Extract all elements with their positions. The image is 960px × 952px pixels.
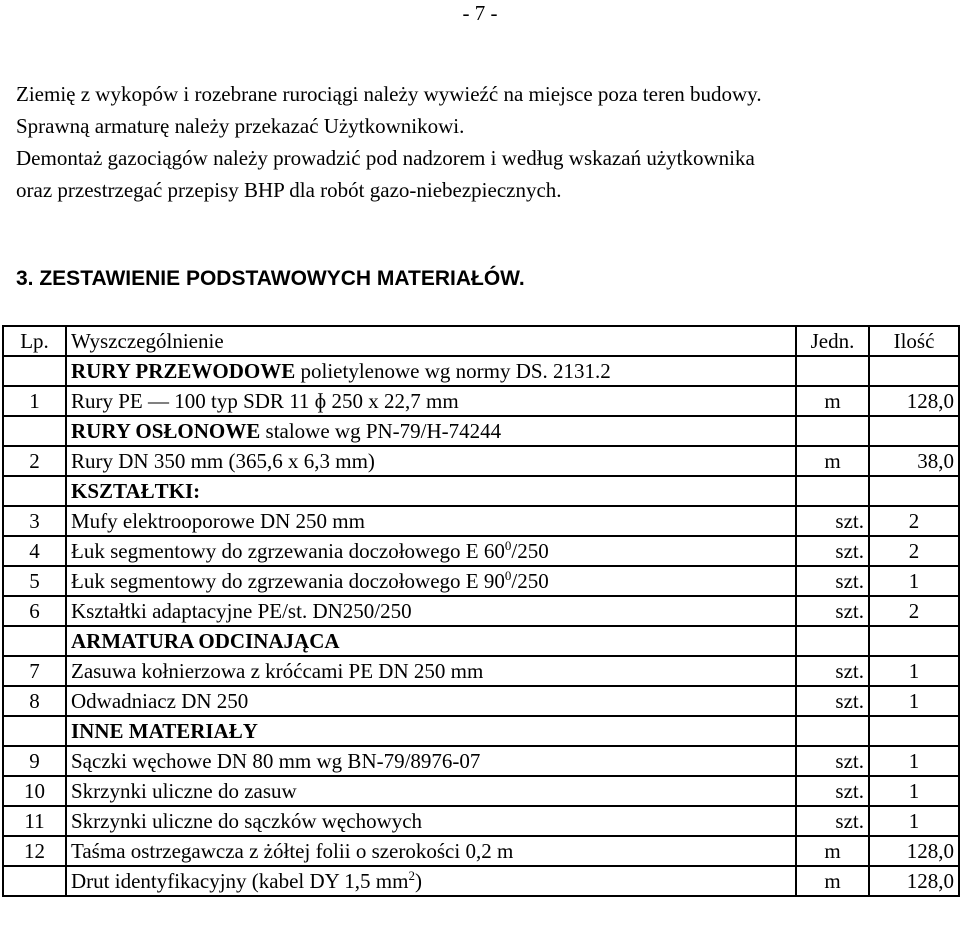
table-row [3, 566, 959, 596]
row-description: Zasuwa kołnierzowa z króćcami PE DN 250 mm [66, 656, 796, 686]
row-number: 1 [3, 386, 66, 416]
table-row [3, 596, 959, 626]
intro-paragraph [16, 78, 762, 206]
group-header-row [3, 716, 959, 746]
table-row [3, 866, 959, 896]
group-title-bold: RURY OSŁONOWE [71, 419, 261, 443]
group-title [66, 476, 796, 506]
group-title [66, 626, 796, 656]
table-row [3, 536, 959, 566]
row-description-superscript: 2 [408, 868, 415, 883]
row-description-tail: ) [414, 869, 422, 893]
group-title-rest: stalowe wg PN-79/H-74244 [260, 419, 502, 443]
row-description [66, 866, 796, 896]
row-unit: m [796, 866, 869, 896]
row-quantity: 128,0 [869, 866, 959, 896]
row-quantity: 1 [869, 656, 959, 686]
row-description: Rury DN 350 mm (365,6 x 6,3 mm) [66, 446, 796, 476]
row-description-superscript: 0 [504, 538, 512, 553]
header-unit: Jedn. [796, 326, 869, 356]
row-unit: m [796, 446, 869, 476]
row-description: Kształtki adaptacyjne PE/st. DN250/250 [66, 596, 796, 626]
row-unit: m [796, 386, 869, 416]
intro-line: Ziemię z wykopów i rozebrane rurociągi należy wywieźć na miejsce poza teren budowy. [16, 82, 762, 106]
row-number: 12 [3, 836, 66, 866]
row-quantity: 1 [869, 806, 959, 836]
row-description-main: Drut identyfikacyjny (kabel DY 1,5 mm [71, 869, 409, 893]
row-quantity [869, 416, 959, 446]
group-header-row [3, 356, 959, 386]
group-title [66, 716, 796, 746]
row-description: Mufy elektrooporowe DN 250 mm [66, 506, 796, 536]
page-number: - 7 - [462, 1, 498, 25]
intro-line: Sprawną armaturę należy przekazać Użytkownikowi. [16, 114, 465, 138]
row-number: 10 [3, 776, 66, 806]
intro-line: Demontaż gazociągów należy prowadzić pod nadzorem i według wskazań użytkownika [16, 146, 755, 170]
row-number [3, 716, 66, 746]
row-description-superscript: 0 [504, 568, 512, 583]
intro-line: oraz przestrzegać przepisy BHP dla robót gazo-niebezpiecznych. [16, 178, 562, 202]
row-quantity: 2 [869, 506, 959, 536]
row-unit [796, 476, 869, 506]
row-quantity: 2 [869, 596, 959, 626]
group-title-bold: RURY PRZEWODOWE [71, 359, 296, 383]
header-lp: Lp. [3, 326, 66, 356]
row-number [3, 866, 66, 896]
header-quantity: Ilość [869, 326, 959, 356]
row-unit: szt. [796, 806, 869, 836]
row-description: Sączki węchowe DN 80 mm wg BN-79/8976-07 [66, 746, 796, 776]
group-title [66, 356, 796, 386]
table-row [3, 446, 959, 476]
materials-table [2, 325, 960, 897]
row-number [3, 476, 66, 506]
header-description: Wyszczególnienie [66, 326, 796, 356]
row-number [3, 626, 66, 656]
row-quantity: 38,0 [869, 446, 959, 476]
row-description: Rury PE — 100 typ SDR 11 ɸ 250 x 22,7 mm [66, 386, 796, 416]
row-unit: szt. [796, 686, 869, 716]
row-number: 4 [3, 536, 66, 566]
row-description: Odwadniacz DN 250 [66, 686, 796, 716]
row-number: 2 [3, 446, 66, 476]
row-unit: szt. [796, 656, 869, 686]
row-description-main: Łuk segmentowy do zgrzewania doczołowego E 90 [71, 569, 505, 593]
row-number: 3 [3, 506, 66, 536]
row-unit: szt. [796, 596, 869, 626]
materials-table-body [3, 326, 959, 896]
row-description: Taśma ostrzegawcza z żółtej folii o szerokości 0,2 m [66, 836, 796, 866]
row-unit: szt. [796, 536, 869, 566]
row-unit: m [796, 836, 869, 866]
table-row [3, 506, 959, 536]
row-quantity: 1 [869, 776, 959, 806]
row-quantity [869, 716, 959, 746]
group-title-rest: polietylenowe wg normy DS. 2131.2 [295, 359, 611, 383]
row-number: 5 [3, 566, 66, 596]
row-quantity [869, 476, 959, 506]
group-title [66, 416, 796, 446]
row-description: Skrzynki uliczne do zasuw [66, 776, 796, 806]
group-header-row [3, 416, 959, 446]
table-row [3, 806, 959, 836]
row-number: 6 [3, 596, 66, 626]
row-number: 11 [3, 806, 66, 836]
table-header-row [3, 326, 959, 356]
group-header-row [3, 626, 959, 656]
row-unit [796, 716, 869, 746]
row-description [66, 536, 796, 566]
table-row [3, 656, 959, 686]
row-quantity: 128,0 [869, 836, 959, 866]
group-header-row [3, 476, 959, 506]
row-description-tail: /250 [511, 539, 549, 563]
row-quantity: 128,0 [869, 386, 959, 416]
row-unit: szt. [796, 506, 869, 536]
row-quantity [869, 356, 959, 386]
row-number: 9 [3, 746, 66, 776]
row-unit [796, 356, 869, 386]
group-title-bold: ARMATURA ODCINAJĄCA [71, 629, 340, 653]
row-number: 7 [3, 656, 66, 686]
row-quantity: 1 [869, 686, 959, 716]
group-title-bold: INNE MATERIAŁY [71, 719, 258, 743]
row-unit [796, 626, 869, 656]
row-description-tail: /250 [511, 569, 549, 593]
table-row [3, 686, 959, 716]
group-title-bold: KSZTAŁTKI: [71, 479, 201, 503]
table-row [3, 386, 959, 416]
row-unit: szt. [796, 776, 869, 806]
row-description [66, 566, 796, 596]
row-description-main: Łuk segmentowy do zgrzewania doczołowego E 60 [71, 539, 505, 563]
row-unit [796, 416, 869, 446]
row-quantity: 1 [869, 566, 959, 596]
table-row [3, 746, 959, 776]
row-quantity: 1 [869, 746, 959, 776]
row-unit: szt. [796, 566, 869, 596]
table-row [3, 836, 959, 866]
row-unit: szt. [796, 746, 869, 776]
row-quantity [869, 626, 959, 656]
row-number [3, 356, 66, 386]
row-quantity: 2 [869, 536, 959, 566]
row-number [3, 416, 66, 446]
table-row [3, 776, 959, 806]
row-number: 8 [3, 686, 66, 716]
section-heading: 3. ZESTAWIENIE PODSTAWOWYCH MATERIAŁÓW. [16, 267, 525, 290]
row-description: Skrzynki uliczne do sączków węchowych [66, 806, 796, 836]
